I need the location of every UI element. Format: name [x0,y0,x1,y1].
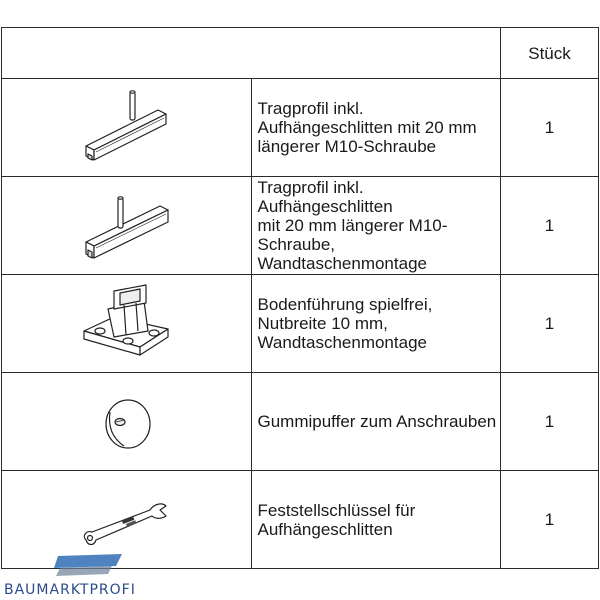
part-image-cell [2,275,252,373]
description-line: mit 20 mm längerer M10-Schraube, [257,216,448,254]
quantity-cell: 1 [501,79,599,177]
watermark-logo [0,548,170,600]
quantity-header: Stück [501,28,599,79]
quantity-cell: 1 [501,177,599,275]
header-empty-cell [2,28,501,79]
part-description [251,373,501,471]
description-line: Gummipuffer zum Anschrauben [257,412,497,431]
table-row [2,177,599,275]
table-row [2,373,599,471]
part-image-cell [2,177,252,275]
quantity-cell: 1 [501,373,599,471]
description-line: Tragprofil inkl. Aufhängeschlitten [257,178,393,216]
part-description [251,177,501,275]
part-description [251,471,501,569]
description-line: Tragprofil inkl. Aufhängeschlitten mit 20 mm [257,99,477,137]
description-line: Wandtaschenmontage [257,333,427,352]
floor-guide-icon [80,281,172,367]
description-line: Bodenführung spielfrei, Nutbreite 10 mm, [257,295,433,333]
support-profile-wall-icon [80,186,172,266]
description-line: Wandtaschenmontage [257,254,427,273]
rubber-buffer-icon [80,382,172,462]
description-line: längerer M10-Schraube [257,137,437,156]
quantity-cell: 1 [501,471,599,569]
part-description [251,79,501,177]
part-image-cell [2,79,252,177]
brand-mark-icon [50,550,130,580]
description-line: Feststellschlüssel für Aufhängeschlitten [257,500,416,539]
part-image-cell [2,373,252,471]
table-row [2,275,599,373]
part-description [251,275,501,373]
table-row [2,79,599,177]
brand-text: BAUMARKTPROFI [4,582,136,598]
quantity-cell: 1 [501,275,599,373]
table-header-row [2,28,599,79]
support-profile-icon [80,88,172,168]
parts-list-table [1,27,599,569]
